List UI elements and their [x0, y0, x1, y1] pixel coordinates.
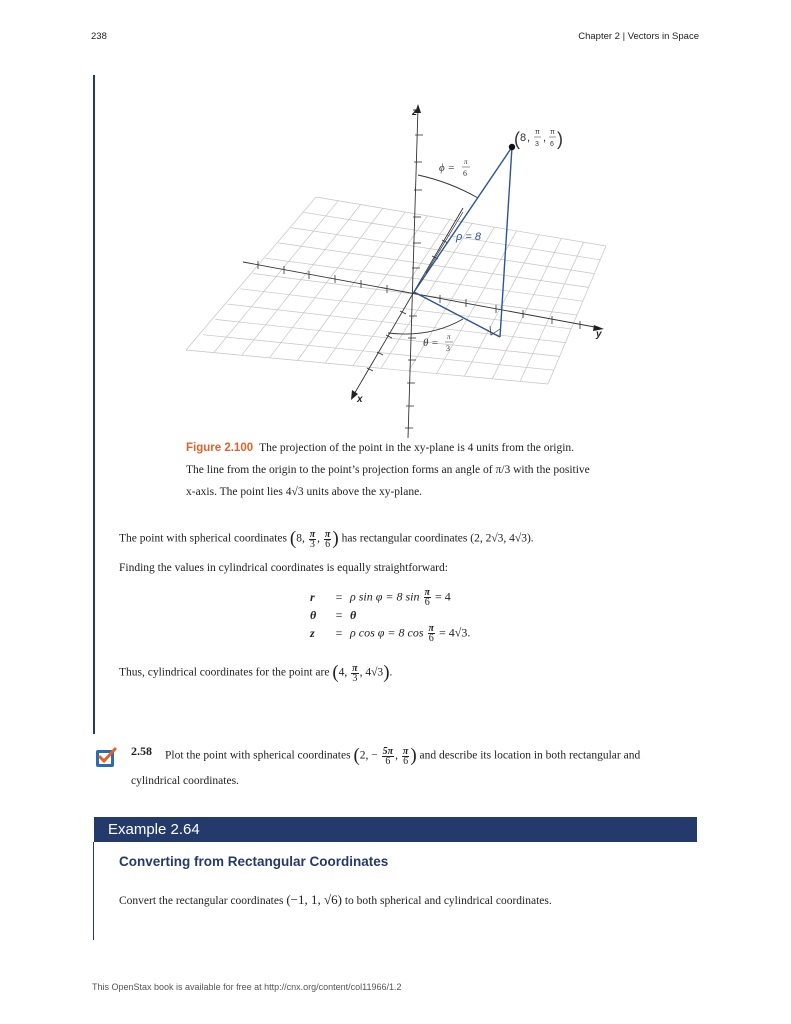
example-text: Convert the rectangular coordinates (−1, 1, √6) to both spherical and cylindrical coordinates. [119, 892, 552, 907]
example-coordinates: (−1, 1, √6) [286, 892, 342, 907]
svg-text:8: 8 [520, 132, 527, 144]
x-axis-label: x [357, 394, 363, 405]
chapter-header: Chapter 2 | Vectors in Space [578, 31, 699, 42]
rho-label: ρ = 8 [456, 231, 481, 243]
example-header: Example 2.64 [94, 817, 697, 842]
svg-text:6: 6 [550, 141, 554, 148]
svg-text:,: , [543, 132, 547, 144]
fraction: $\frac{\pi}{6}$ [324, 528, 331, 550]
page-number: 238 [91, 31, 107, 42]
x-axis [353, 208, 463, 396]
svg-text:θ =: θ = [423, 337, 439, 349]
phi-label [439, 158, 470, 178]
example-title: Converting from Rectangular Coordinates [119, 854, 389, 869]
svg-text:π: π [447, 333, 451, 341]
fraction: $\frac{\pi}{3}$ [309, 528, 316, 550]
checkpoint-text: Plot the point with spherical coordinates (2, − $\frac{5\pi}{6}$ , $\frac{\pi}{6}$ ) and describe its location in both rectangular and [165, 745, 641, 767]
svg-text:,: , [527, 132, 531, 144]
point-label [514, 129, 563, 149]
paragraph-cylindrical-intro: Finding the values in cylindrical coordinates is equally straightforward: [119, 562, 448, 574]
equation-row: θ = θ [310, 607, 357, 622]
svg-text:π: π [535, 129, 540, 136]
figure-label: Figure 2.100 [186, 442, 254, 454]
z-axis [408, 108, 418, 438]
axes [243, 108, 600, 438]
phi-arc [418, 175, 478, 198]
equation-block [310, 588, 470, 642]
caption-line-2: The line from the origin to the point’s projection forms an angle of π/3 with the positive [186, 464, 590, 476]
section-side-bar [93, 75, 95, 734]
y-axis [243, 262, 600, 328]
svg-text:π: π [464, 158, 468, 166]
caption-line-3: x-axis. The point lies 4√3 units above the xy-plane. [186, 486, 423, 498]
svg-text:3: 3 [535, 141, 539, 148]
equation-row: r = ρ sin φ = 8 sin $\frac{\pi}{6}$ = 4 [310, 586, 451, 608]
caption-line-1: The projection of the point in the xy-plane is 4 units from the origin. [259, 442, 575, 454]
z-axis-label: z [412, 107, 417, 118]
svg-text:6: 6 [463, 169, 467, 178]
checkpoint-number: 2.58 [131, 744, 152, 758]
equation-row: z = ρ cos φ = 8 cos $\frac{\pi}{6}$ = 4√3. [310, 622, 471, 644]
checkpoint-icon [95, 746, 117, 768]
figure-2-100 [180, 98, 620, 438]
figure-caption [186, 437, 616, 503]
checkpoint-text-line2: cylindrical coordinates. [131, 775, 239, 787]
rectangular-coordinates: (2, 2√3, 4√3). [470, 532, 534, 545]
spherical-coordinates-diagram [180, 98, 620, 438]
example-side-bar [93, 842, 94, 940]
paragraph-cylindrical-result: Thus, cylindrical coordinates for the point are (4, $\frac{\pi}{3}$ , 4√3). [119, 662, 393, 684]
y-axis-label: y [596, 329, 602, 340]
svg-text:): ) [557, 129, 563, 149]
theta-label [423, 333, 453, 353]
footer-note: This OpenStax book is available for free at http://cnx.org/content/col11966/1.2 [92, 982, 402, 992]
svg-text:3: 3 [446, 344, 450, 353]
svg-text:π: π [550, 129, 555, 136]
svg-text:(: ( [514, 129, 520, 149]
svg-text:ϕ =: ϕ = [439, 162, 455, 174]
paragraph-spherical-to-rect: The point with spherical coordinates (8, $\frac{\pi}{3}$ , $\frac{\pi}{6}$ ) has rectangular coordinates (2, 2√3, 4√3). [119, 528, 534, 550]
